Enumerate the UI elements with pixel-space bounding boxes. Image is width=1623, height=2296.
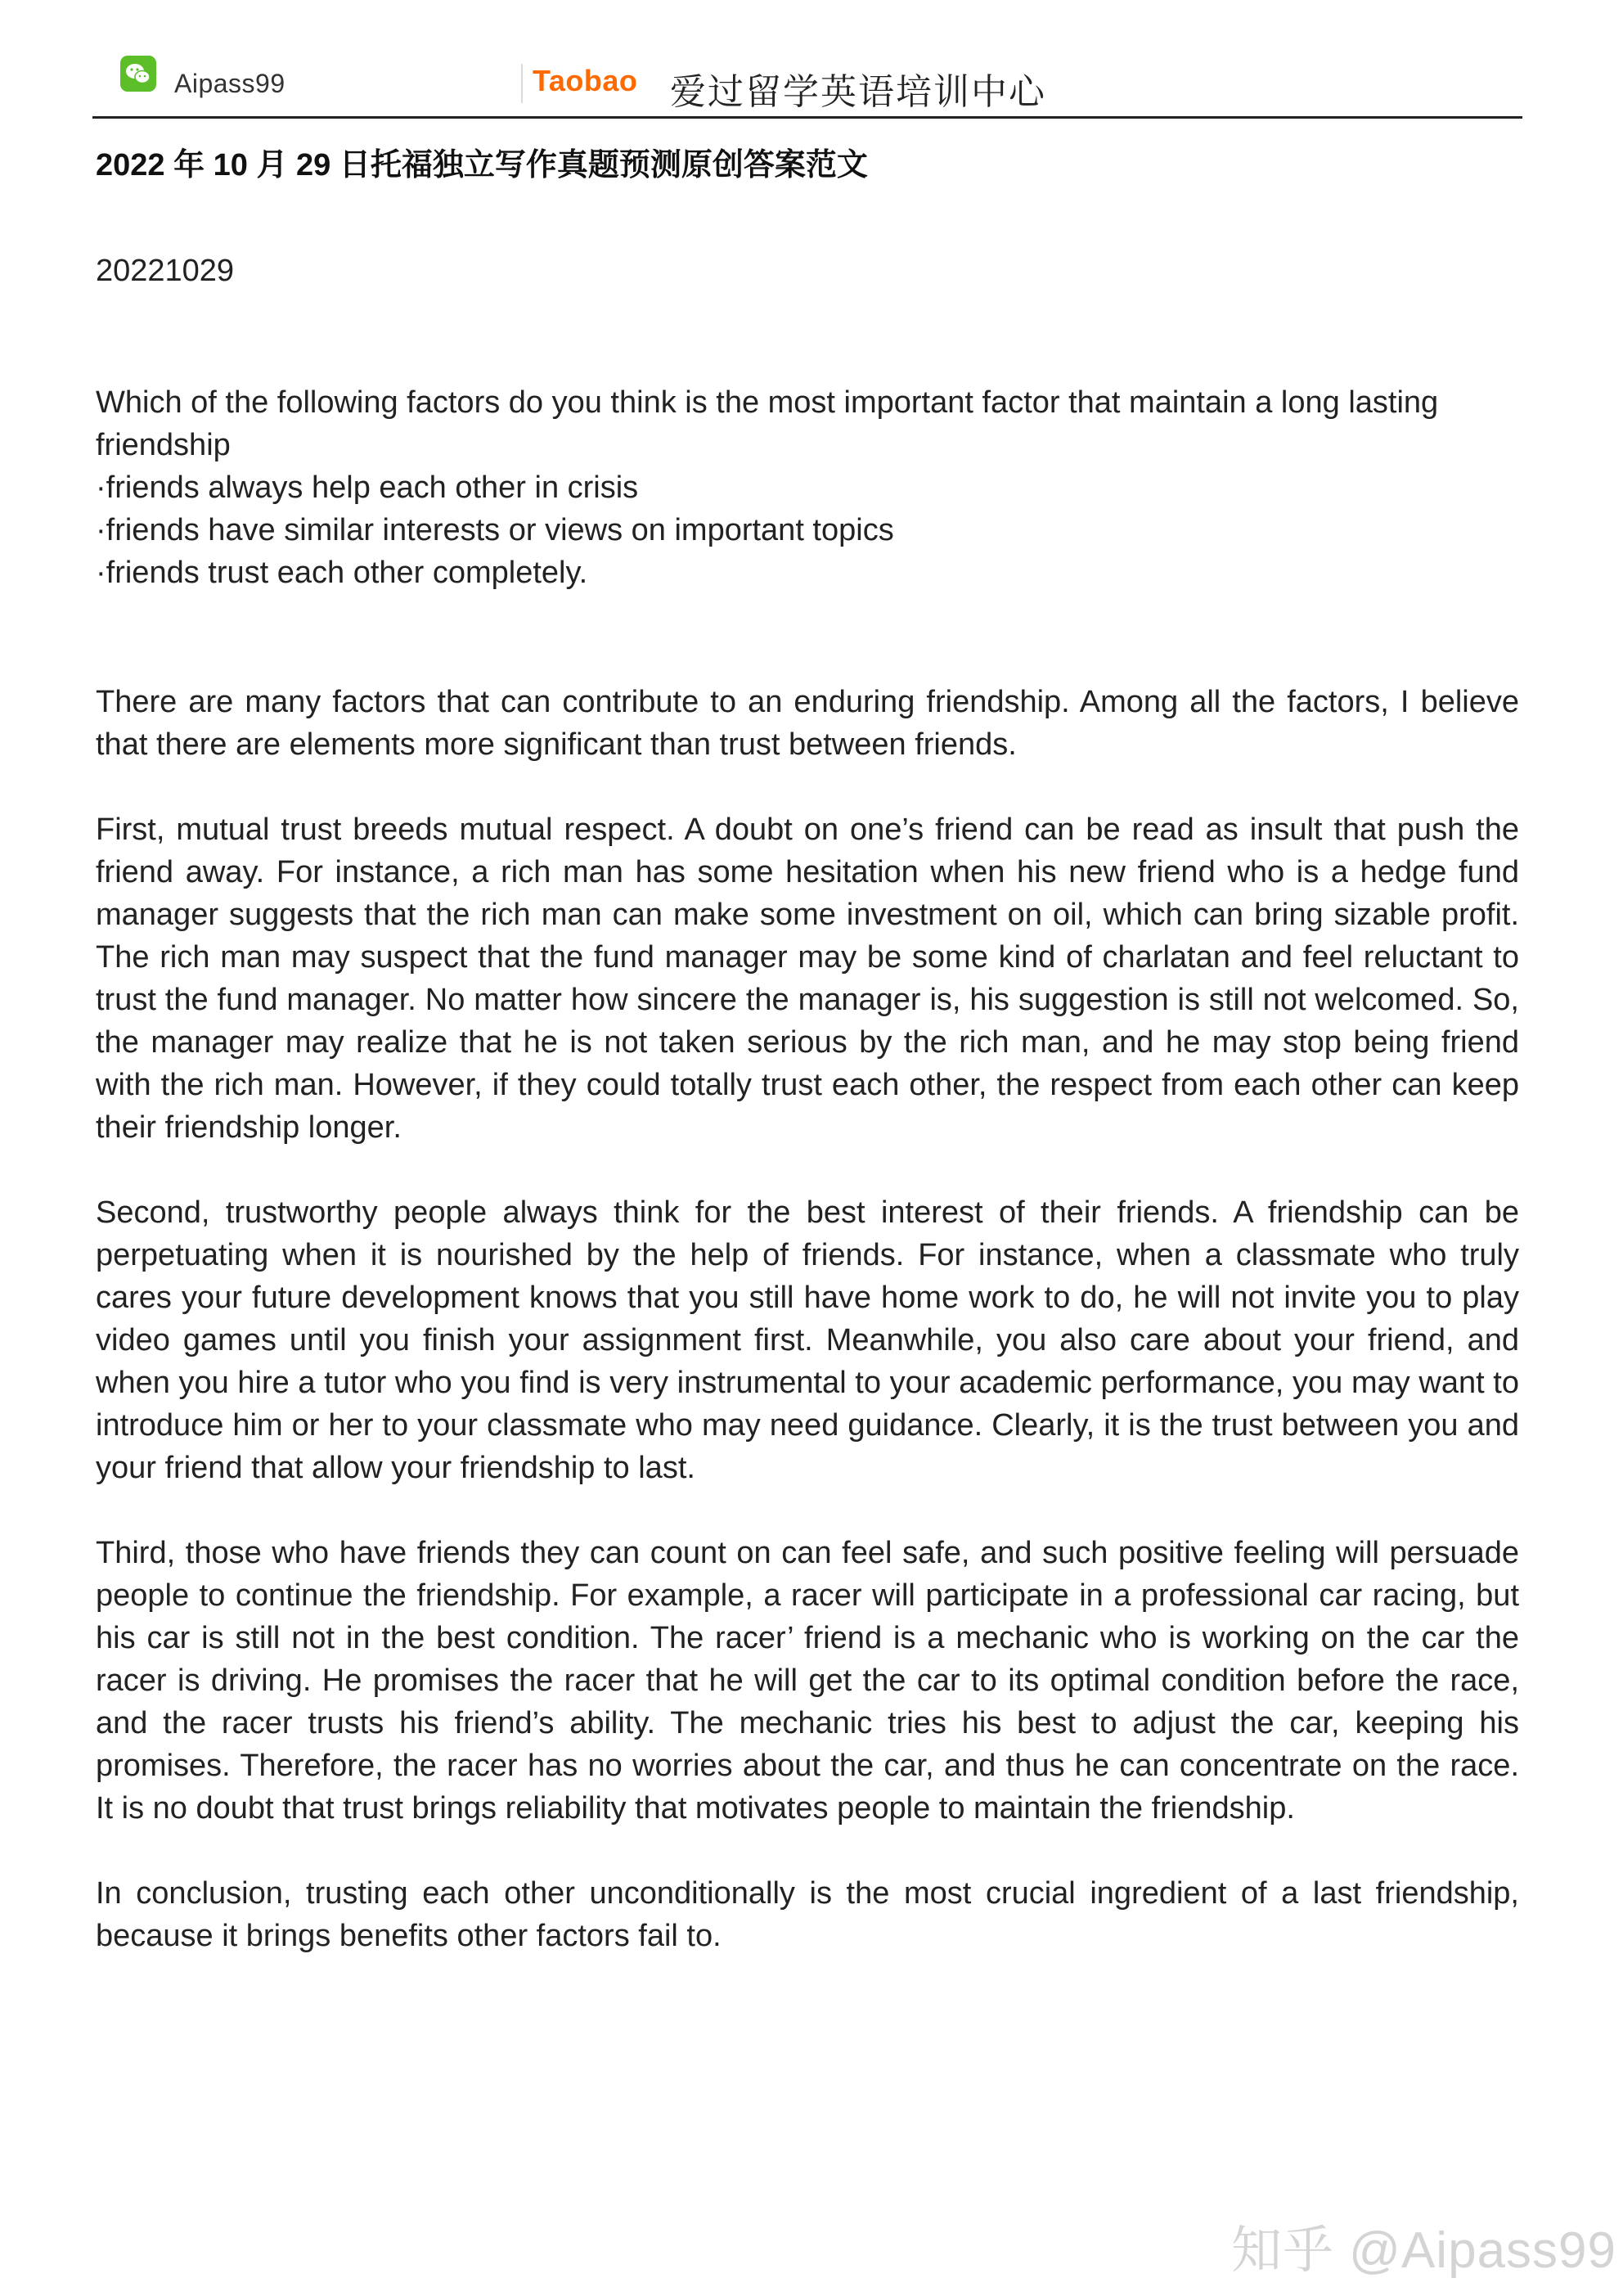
- essay-paragraph-first: First, mutual trust breeds mutual respect. A doubt on one’s friend can be read as insult that push the friend away. For instance, a rich man has some hesitation when his new friend who is a hedge fund manager suggests that the rich man can make some investment on oil, which can bring sizable profit. The rich man may suspect that the fund manager may be some kind of charlatan and feel reluctant to trust the fund manager. No matter how sincere the manager is, his suggestion is still not welcomed. So, the manager may realize that he is not taken serious by the rich man, and he may stop being friend with the rich man. However, if they could totally trust each other, the respect from each other can keep their friendship longer.: [96, 813, 1519, 1145]
- watermark-handle: @Aipass99: [1349, 2222, 1617, 2279]
- essay-body: [96, 681, 1519, 2000]
- question-option: ·friends have similar interests or views on important topics: [96, 513, 894, 547]
- watermark: [1231, 2209, 1616, 2282]
- wechat-icon: [120, 56, 156, 92]
- question-option: ·friends always help each other in crisis: [96, 470, 639, 505]
- question-block: [96, 381, 1529, 594]
- watermark-platform: 知乎: [1231, 2220, 1335, 2280]
- taobao-label: Taobao: [533, 64, 638, 97]
- essay-paragraph-conclusion: In conclusion, trusting each other unconditionally is the most crucial ingredient of a last friendship, because it brings benefits other factors fail to.: [96, 1876, 1519, 1953]
- essay-paragraph-second: Second, trustworthy people always think for the best interest of their friends. A friendship can be perpetuating when it is nourished by the help of friends. For instance, when a classmate who truly cares your future development knows that you still have home work to do, he will not invite you to play video games until you finish your assignment first. Meanwhile, you also care about your friend, and when you hire a tutor who you find is very instrumental to your academic performance, you may want to introduce him or her to your classmate who may need guidance. Clearly, it is the trust between you and your friend that allow your friendship to last.: [96, 1195, 1519, 1485]
- essay-paragraph-third: Third, those who have friends they can count on can feel safe, and such positive feeling will persuade people to continue the friendship. For example, a racer will participate in a professional car racing, but his car is still not in the best condition. The racer’ friend is a mechanic who is working on the car the racer is driving. He promises the racer that he will get the car to its optimal condition before the race, and the racer trusts his friend’s ability. The mechanic tries his best to adjust the car, keeping his promises. Therefore, the racer has no worries about the car, and thus he can concentrate on the race. It is no doubt that trust brings reliability that motivates people to maintain the friendship.: [96, 1536, 1519, 1826]
- document-date: 20221029: [96, 254, 235, 288]
- question-prompt: Which of the following factors do you think is the most important factor that maintain a long lasting friendship: [96, 385, 1439, 462]
- header-divider: [521, 64, 523, 103]
- essay-paragraph-intro: There are many factors that can contribute to an enduring friendship. Among all the factors, I believe that there are elements more significant than trust between friends.: [96, 685, 1519, 762]
- training-center-name: 爱过留学英语培训中心: [670, 71, 1046, 113]
- document-title: 2022 年 10 月 29 日托福独立写作真题预测原创答案范文: [96, 148, 868, 182]
- wechat-id: Aipass99: [174, 69, 285, 98]
- page-header: [92, 47, 1522, 119]
- question-option: ·friends trust each other completely.: [96, 556, 588, 590]
